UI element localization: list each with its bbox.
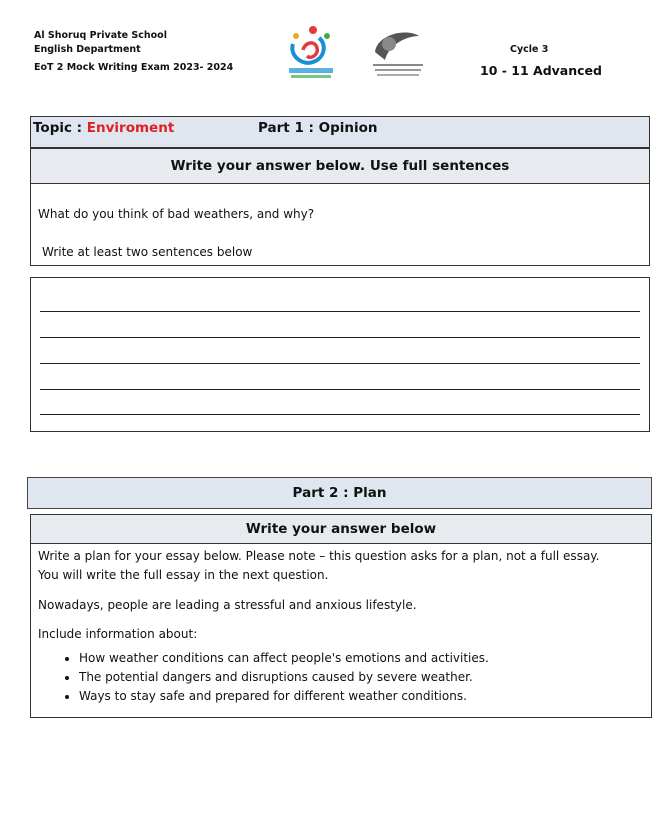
part1-question: What do you think of bad weathers, and why? [38, 207, 315, 221]
answer-line[interactable] [40, 414, 640, 415]
part1-title: Part 1 : Opinion [258, 120, 378, 136]
bullet-item: • The potential dangers and disruptions caused by severe weather. [79, 668, 489, 687]
topic-label: Topic : [33, 120, 87, 136]
answer-line[interactable] [40, 389, 640, 390]
answer-area[interactable] [30, 277, 650, 432]
part2-intro-line1: Write a plan for your essay below. Please note – this question asks for a plan, not a full essay. [38, 549, 600, 563]
part2-bullet-list [39, 649, 489, 706]
part2-intro-line2: You will write the full essay in the next question. [38, 568, 329, 582]
part2-title: Part 2 : Plan [27, 477, 652, 509]
exam-title: EoT 2 Mock Writing Exam 2023- 2024 [34, 62, 234, 73]
part2-include-label: Include information about: [38, 627, 198, 641]
cycle-label: Cycle 3 [510, 44, 549, 55]
bullet-item: • How weather conditions can affect people's emotions and activities. [79, 649, 489, 668]
part1-question-box [30, 148, 650, 266]
school-logo [283, 22, 339, 82]
school-header [34, 29, 233, 75]
part2-instruction: Write your answer below [31, 515, 651, 544]
level-label: 10 - 11 Advanced [480, 63, 602, 78]
part2-prompt: Nowadays, people are leading a stressful and anxious lifestyle. [38, 598, 417, 612]
department-name: English Department [34, 44, 141, 55]
part2-question-box [30, 514, 652, 718]
answer-line[interactable] [40, 337, 640, 338]
topic-heading [33, 120, 174, 136]
answer-line[interactable] [40, 311, 640, 312]
bullet-item: • Ways to stay safe and prepared for different weather conditions. [79, 687, 489, 706]
ministry-logo [367, 22, 429, 82]
part1-instruction: Write your answer below. Use full sentences [31, 149, 649, 184]
school-name: Al Shoruq Private School [34, 30, 167, 41]
topic-value: Enviroment [86, 120, 175, 136]
topic-bar [30, 116, 650, 148]
answer-line[interactable] [40, 363, 640, 364]
part1-subinstruction: Write at least two sentences below [42, 245, 253, 259]
